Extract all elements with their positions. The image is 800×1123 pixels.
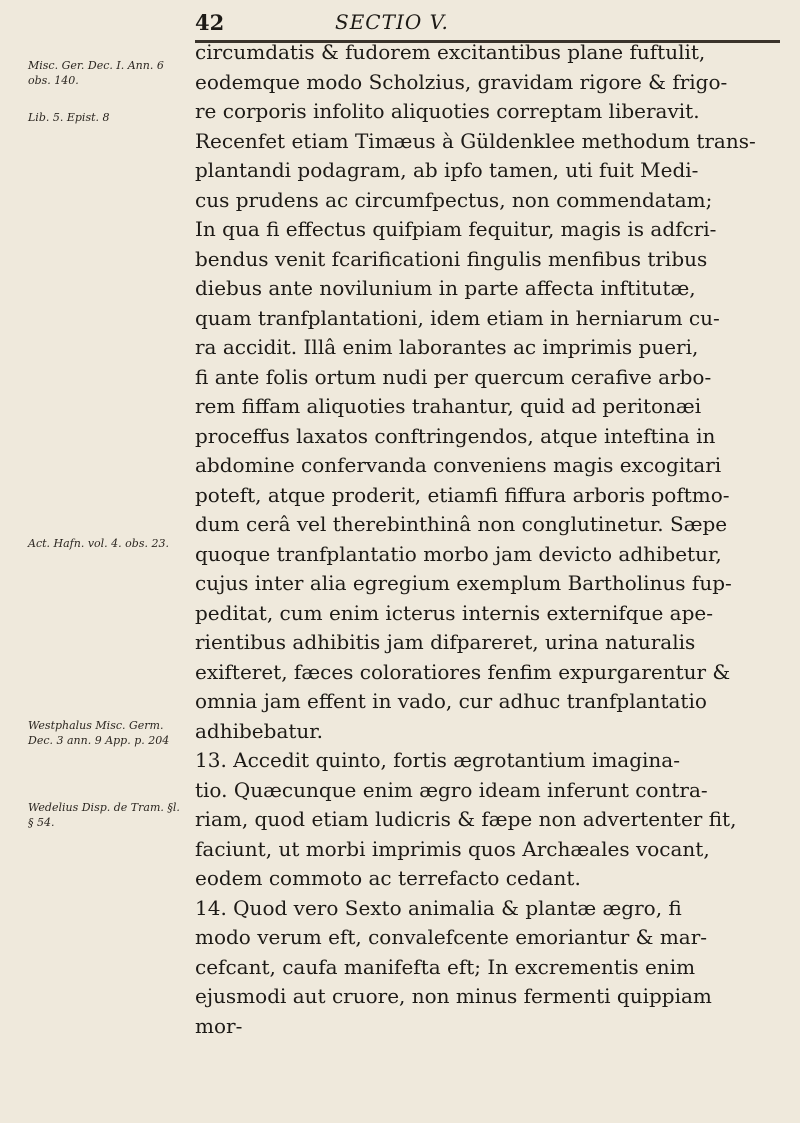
- text-line: plantandi podagram, ab ipfo tamen, uti fuit Medi-: [195, 158, 699, 182]
- page-header: [0, 8, 800, 38]
- margin-note: Wedelius Disp. de Tram. §l. § 54.: [28, 801, 180, 829]
- text-line: omnia jam effent in vado, cur adhuc tranfplantatio: [195, 689, 707, 713]
- text-line: mor-: [195, 1013, 243, 1038]
- text-line: abdomine confervanda conveniens magis excogitari: [195, 453, 722, 477]
- text-line: re corporis infolito aliquoties correptam liberavit.: [195, 99, 700, 123]
- text-line: riam, quod etiam ludicris & fæpe non advertenter fit,: [195, 807, 737, 831]
- margin-note: Westphalus Misc. Germ. Dec. 3 ann. 9 App. p. 204: [28, 719, 170, 747]
- text-line: quam tranfplantationi, idem etiam in herniarum cu-: [195, 305, 720, 330]
- text-line: rem fiffam aliquoties trahantur, quid ad peritonæi: [195, 394, 702, 418]
- text-line: faciunt, ut morbi imprimis quos Archæales vocant,: [195, 836, 710, 861]
- text-line: dum cerâ vel therebinthinâ non conglutinetur. Sæpe: [195, 512, 728, 536]
- text-line: peditat, cum enim icterus internis externifque ape-: [195, 600, 713, 625]
- text-line: modo verum eft, convalefcente emoriantur & mar-: [195, 925, 708, 949]
- text-line: adhibebatur.: [195, 718, 324, 743]
- text-line: cus prudens ac circumfpectus, non commendatam;: [195, 187, 713, 212]
- text-line: cujus inter alia egregium exemplum Bartholinus fup-: [195, 571, 732, 595]
- page-number: 42: [195, 10, 225, 35]
- running-head: SECTIO V.: [335, 10, 449, 34]
- text-line: tio. Quæcunque enim ægro ideam inferunt contra-: [195, 777, 708, 802]
- text-line: circumdatis & fudorem excitantibus plane fuftulit,: [195, 40, 706, 64]
- text-line: cefcant, caufa manifefta eft; In excrementis enim: [195, 954, 696, 979]
- text-line: 13. Accedit quinto, fortis ægrotantium imagina-: [195, 748, 680, 772]
- text-line: ra accidit. Illâ enim laborantes ac imprimis pueri,: [195, 335, 699, 359]
- margin-note: Misc. Ger. Dec. I. Ann. 6 obs. 140.: [28, 59, 164, 87]
- margin-note: Lib. 5. Epist. 8: [28, 111, 110, 124]
- text-line: exifteret, fæces coloratiores fenfim expurgarentur &: [195, 659, 731, 684]
- text-line: rientibus adhibitis jam difpareret, urina naturalis: [195, 630, 696, 654]
- text-line: Recenfet etiam Timæus à Güldenklee methodum trans-: [195, 128, 756, 153]
- text-line: bendus venit fcarificationi fingulis menfibus tribus: [195, 246, 708, 271]
- text-line: proceffus laxatos conftringendos, atque inteftina in: [195, 423, 716, 448]
- margin-note: Act. Hafn. vol. 4. obs. 23.: [28, 537, 169, 550]
- text-line: eodem commoto ac terrefacto cedant.: [195, 866, 581, 890]
- text-line: fi ante folis ortum nudi per quercum cerafive arbo-: [195, 364, 712, 389]
- text-line: ejusmodi aut cruore, non minus fermenti quippiam: [195, 984, 712, 1008]
- text-line: quoque tranfplantatio morbo jam devicto adhibetur,: [195, 541, 722, 566]
- text-line: diebus ante novilunium in parte affecta inftitutæ,: [195, 276, 696, 300]
- text-line: In qua fi effectus quifpiam fequitur, magis is adfcri-: [195, 217, 717, 241]
- text-line: eodemque modo Scholzius, gravidam rigore & frigo-: [195, 69, 728, 94]
- text-line: poteft, atque proderit, etiamfi fiffura arboris poftmo-: [195, 482, 730, 507]
- text-line: 14. Quod vero Sexto animalia & plantæ ægro, fi: [195, 895, 682, 920]
